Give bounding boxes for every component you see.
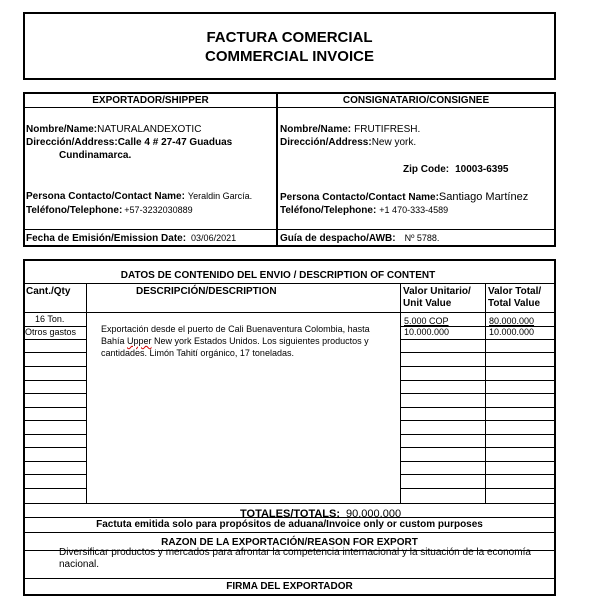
exporter-address-line2: Cundinamarca. — [59, 150, 132, 161]
grid-row-line — [23, 474, 86, 475]
exporter-phone-label: Teléfono/Telephone: — [26, 205, 123, 216]
grid-row-line — [400, 488, 485, 489]
grid-row-line — [485, 488, 556, 489]
zip-code-row — [403, 164, 509, 175]
grid-row-line — [23, 434, 86, 435]
grid-row-line — [400, 434, 485, 435]
exporter-address-label: Dirección/Address: — [26, 137, 118, 148]
grid-row-line — [485, 420, 556, 421]
emission-date-row — [26, 233, 236, 244]
awb-row — [280, 233, 439, 244]
exporter-address-row — [26, 137, 232, 148]
grid-row-line — [485, 380, 556, 381]
grid-row-line — [23, 393, 86, 394]
grid-row-line — [485, 366, 556, 367]
row-2-qty: Otros gastos — [25, 327, 77, 337]
exporter-name-label: Nombre/Name: — [26, 124, 98, 135]
item-description-part2: New york Estados Unidos. Los siguientes productos y cantidades. Limón Tahití orgánico, 17 toneladas. — [101, 336, 369, 358]
consignee-address-row — [280, 137, 416, 148]
grid-row-line — [400, 393, 485, 394]
grid-row-line — [400, 352, 485, 353]
grid-row-line — [23, 488, 86, 489]
col-total-header-1: Valor Total/ — [488, 286, 542, 297]
item-description-misspelled: Upper — [127, 336, 152, 346]
grid-row-line — [485, 393, 556, 394]
col-unit-header-2: Unit Value — [403, 298, 452, 309]
invoice-title-es: FACTURA COMERCIAL — [206, 29, 373, 46]
consignee-phone-label: Teléfono/Telephone: — [280, 205, 377, 216]
totals-label: TOTALES/TOTALS: — [240, 508, 341, 520]
consignee-contact-value: Santiago Martínez — [438, 191, 529, 203]
invoice-title-en: COMMERCIAL INVOICE — [205, 48, 374, 65]
grid-row-line — [23, 352, 86, 353]
zip-code-label: Zip Code: — [403, 164, 450, 175]
zip-code-value: 10003-6395 — [455, 164, 509, 175]
grid-row-line — [23, 447, 86, 448]
exporter-contact-label: Persona Contacto/Contact Name: — [26, 191, 185, 202]
grid-row-line — [23, 407, 86, 408]
grid-row-line — [400, 339, 485, 340]
col-unit-header-1: Valor Unitario/ — [403, 286, 471, 297]
emission-date-label: Fecha de Emisión/Emission Date: — [26, 233, 187, 244]
grid-row-line — [485, 474, 556, 475]
grid-row-line — [400, 407, 485, 408]
reason-heading: RAZON DE LA EXPORTACIÓN/REASON FOR EXPORT — [161, 537, 418, 548]
consignee-address-value: New york. — [371, 137, 417, 148]
grid-row-line — [400, 380, 485, 381]
exporter-name-value: NATURALANDEXOTIC — [97, 124, 202, 135]
consignee-name-label: Nombre/Name: — [280, 124, 352, 135]
grid-row-line — [485, 407, 556, 408]
consignee-phone-row — [280, 205, 448, 216]
title-box — [23, 12, 556, 80]
grid-row-line — [23, 339, 86, 340]
totals-value: 90.000.000 — [346, 508, 402, 520]
col-desc-header: DESCRIPCIÓN/DESCRIPTION — [136, 286, 277, 297]
exporter-name-row — [26, 124, 201, 135]
grid-row-line — [485, 461, 556, 462]
grid-row-line — [485, 447, 556, 448]
exporter-phone-row — [26, 205, 193, 216]
item-description — [101, 323, 385, 359]
grid-row-line — [485, 434, 556, 435]
grid-row-line — [400, 420, 485, 421]
exporter-contact-row — [26, 191, 252, 202]
customs-note: Factuta emitida solo para propósitos de aduana/Invoice only or custom purposes — [96, 519, 483, 530]
row-1-qty: 16 Ton. — [35, 314, 65, 324]
row-2-unit: 10.000.000 — [404, 327, 450, 337]
signature-heading: FIRMA DEL EXPORTADOR — [226, 581, 353, 592]
grid-row-line — [23, 366, 86, 367]
exporter-address-line1: Calle 4 # 27-47 Guaduas — [117, 137, 233, 148]
consignee-contact-row — [280, 191, 528, 203]
emission-date-value: 03/06/2021 — [191, 233, 237, 243]
reason-text: Diversificar productos y mercados para afrontar la competencia internacional y la situación de la economía nacional. — [59, 547, 531, 570]
consignee-name-value: FRUTIFRESH. — [354, 124, 421, 135]
grid-row-line — [400, 447, 485, 448]
grid-row-line — [23, 461, 86, 462]
exporter-contact-value: Yeraldin García. — [187, 191, 253, 201]
grid-row-line — [23, 380, 86, 381]
grid-row-line — [400, 474, 485, 475]
consignee-phone-value: +1 470-333-4589 — [379, 205, 449, 215]
row-1-unit: 5.000 COP — [404, 316, 449, 326]
consignee-heading: CONSIGNATARIO/CONSIGNEE — [342, 95, 490, 106]
consignee-contact-label: Persona Contacto/Contact Name: — [280, 192, 439, 203]
grid-row-line — [485, 352, 556, 353]
consignee-name-row — [280, 124, 420, 135]
grid-row-line — [400, 366, 485, 367]
col-total-header-2: Total Value — [488, 298, 541, 309]
row-2-total: 10.000.000 — [489, 327, 535, 337]
awb-label: Guía de despacho/AWB: — [280, 233, 396, 244]
content-heading: DATOS DE CONTENIDO DEL ENVIO / DESCRIPTION OF CONTENT — [120, 270, 436, 281]
grid-row-line — [23, 420, 86, 421]
grid-row-line — [400, 461, 485, 462]
grid-row-line — [485, 339, 556, 340]
awb-value: Nº 5788. — [404, 233, 440, 243]
item-description-part1: Exportación desde el puerto de Cali Buenaventura Colombia, hasta Bahía — [101, 324, 370, 346]
col-qty-header: Cant./Qty — [26, 286, 71, 297]
row-1-total: 80.000.000 — [489, 316, 535, 326]
exporter-heading: EXPORTADOR/SHIPPER — [92, 95, 209, 106]
consignee-address-label: Dirección/Address: — [280, 137, 372, 148]
exporter-phone-value: +57-3232030889 — [124, 205, 193, 215]
